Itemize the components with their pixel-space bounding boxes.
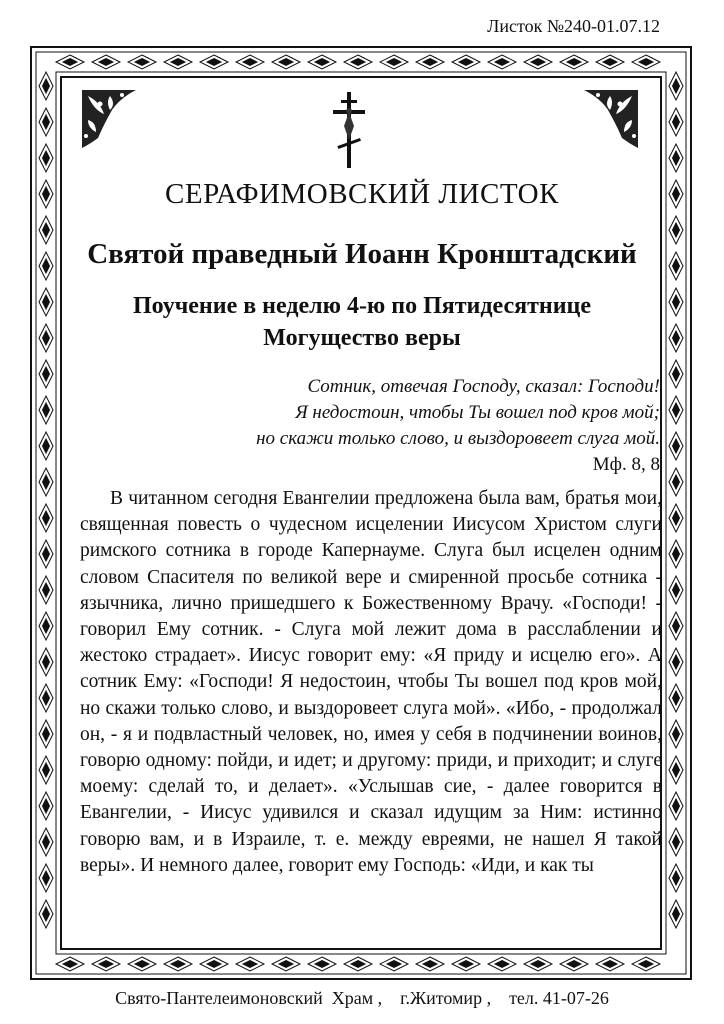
border-motif-core (673, 835, 680, 849)
border-motif-core (43, 691, 50, 705)
border-motif-core (673, 403, 680, 417)
border-motif-core (673, 655, 680, 669)
border-motif-core (279, 59, 293, 66)
border-motif-core (351, 961, 365, 968)
border-motif-core (673, 727, 680, 741)
border-motif-core (243, 961, 257, 968)
border-motif-core (673, 439, 680, 453)
floral-corner-ornament-left (80, 88, 138, 150)
border-motif-core (43, 511, 50, 525)
border-motif-core (673, 799, 680, 813)
border-motif-core (387, 961, 401, 968)
border-motif-core (43, 367, 50, 381)
border-motif-core (639, 961, 653, 968)
border-motif-core (673, 79, 680, 93)
border-motif-core (43, 79, 50, 93)
border-motif-core (43, 223, 50, 237)
border-motif-core (531, 961, 545, 968)
border-motif-core (43, 799, 50, 813)
epigraph-line-2: Я недостоин, чтобы Ты вошел под кров мой; (295, 402, 660, 423)
border-motif-core (135, 961, 149, 968)
border-motif-core (673, 151, 680, 165)
border-motif-core (99, 961, 113, 968)
border-motif-core (673, 763, 680, 777)
sermon-body (80, 486, 662, 928)
epigraph-line-1: Сотник, отвечая Господу, сказал: Господи! (307, 376, 660, 397)
border-motif-core (43, 403, 50, 417)
border-motif-core (43, 835, 50, 849)
border-motif-core (673, 475, 680, 489)
border-motif-core (495, 961, 509, 968)
border-motif-core (63, 961, 77, 968)
subtitle-line-2: Могущество веры (263, 325, 461, 351)
border-motif-core (43, 655, 50, 669)
footer-contact: Свято-Пантелеимоновский Храм , г.Житомир , тел. 41-07-26 (115, 988, 609, 1008)
epigraph-line-3: но скажи только слово, и выздоровеет слуга мой. (256, 428, 660, 449)
border-motif-core (673, 115, 680, 129)
saint-title: Святой праведный Иоанн Кронштадский (87, 238, 637, 270)
border-motif-core (673, 907, 680, 921)
border-motif-core (423, 961, 437, 968)
border-motif-core (423, 59, 437, 66)
border-motif-core (673, 871, 680, 885)
issue-number: Листок №240-01.07.12 (487, 16, 660, 36)
border-motif-core (43, 907, 50, 921)
subtitle-line-1: Поучение в неделю 4-ю по Пятидесятнице (132, 293, 592, 319)
border-motif-core (673, 367, 680, 381)
border-motif-core (43, 115, 50, 129)
border-motif-core (43, 619, 50, 633)
border-motif-core (43, 763, 50, 777)
border-motif-core (567, 961, 581, 968)
border-motif-core (43, 151, 50, 165)
border-motif-core (315, 961, 329, 968)
border-motif-core (43, 871, 50, 885)
border-motif-core (207, 59, 221, 66)
border-motif-core (171, 961, 185, 968)
border-motif-core (171, 59, 185, 66)
border-motif-core (603, 59, 617, 66)
border-motif-core (43, 583, 50, 597)
border-motif-core (639, 59, 653, 66)
border-motif-core (531, 59, 545, 66)
border-motif-core (673, 619, 680, 633)
border-motif-core (673, 583, 680, 597)
sermon-subtitle (0, 290, 724, 354)
border-motif-core (43, 439, 50, 453)
border-motif-core (495, 59, 509, 66)
border-motif-core (567, 59, 581, 66)
border-motif-core (459, 59, 473, 66)
orthodox-cross-icon (329, 90, 369, 170)
border-motif-core (43, 475, 50, 489)
border-motif-core (207, 961, 221, 968)
floral-corner-ornament-right (582, 88, 640, 150)
border-motif-core (673, 691, 680, 705)
border-motif-core (43, 547, 50, 561)
border-motif-core (315, 59, 329, 66)
series-title: СЕРАФИМОВСКИЙ ЛИСТОК (165, 178, 559, 210)
border-motif-core (351, 59, 365, 66)
border-motif-core (63, 59, 77, 66)
border-motif-core (43, 727, 50, 741)
body-paragraph: В читанном сегодня Евангелии предложена была вам, братья мои, священная повесть о чудесном исцелении Иисусом Христом слуги римского сотника в городе Капернауме. Слуга был исцелен одним словом Спасителя по великой вере и смиренной просьбе сотника - язычника, лично пришедшего к Божественному Врачу. «Господи! - говорил Ему сотник. - Слуга мой лежит дома в расслаблении и жестоко страдает». Иисус говорит ему: «Я приду и исцелю его». А сотник Ему: «Господи! Я недостоин, чтобы Ты вошел под кров мой, но скажи только слово, и выздоровеет слуга мой». «Ибо, - продолжал он, - я и подвластный человек, но, имея у себя в подчинении воинов, говорю одному: пойди, и идет; и другому: приди, и приходит; и слуге моему: сделай то, и делает». «Услышав сие, - далее говорится в Евангелии, - Иисус удивился и сказал идущим за Ним: истинно говорю вам, и в Израиле, т. е. между евреями, не нашел Я такой веры». И немного далее, говорит ему Господь: «Иди, и как ты (80, 488, 662, 876)
border-motif-core (387, 59, 401, 66)
border-motif-core (673, 547, 680, 561)
border-motif-core (135, 59, 149, 66)
border-motif-core (673, 223, 680, 237)
border-motif-core (459, 961, 473, 968)
epigraph-reference: Мф. 8, 8 (592, 454, 660, 475)
epigraph (160, 374, 660, 478)
border-motif-core (603, 961, 617, 968)
border-motif-core (243, 59, 257, 66)
border-motif-core (99, 59, 113, 66)
border-motif-core (279, 961, 293, 968)
border-motif-core (673, 511, 680, 525)
